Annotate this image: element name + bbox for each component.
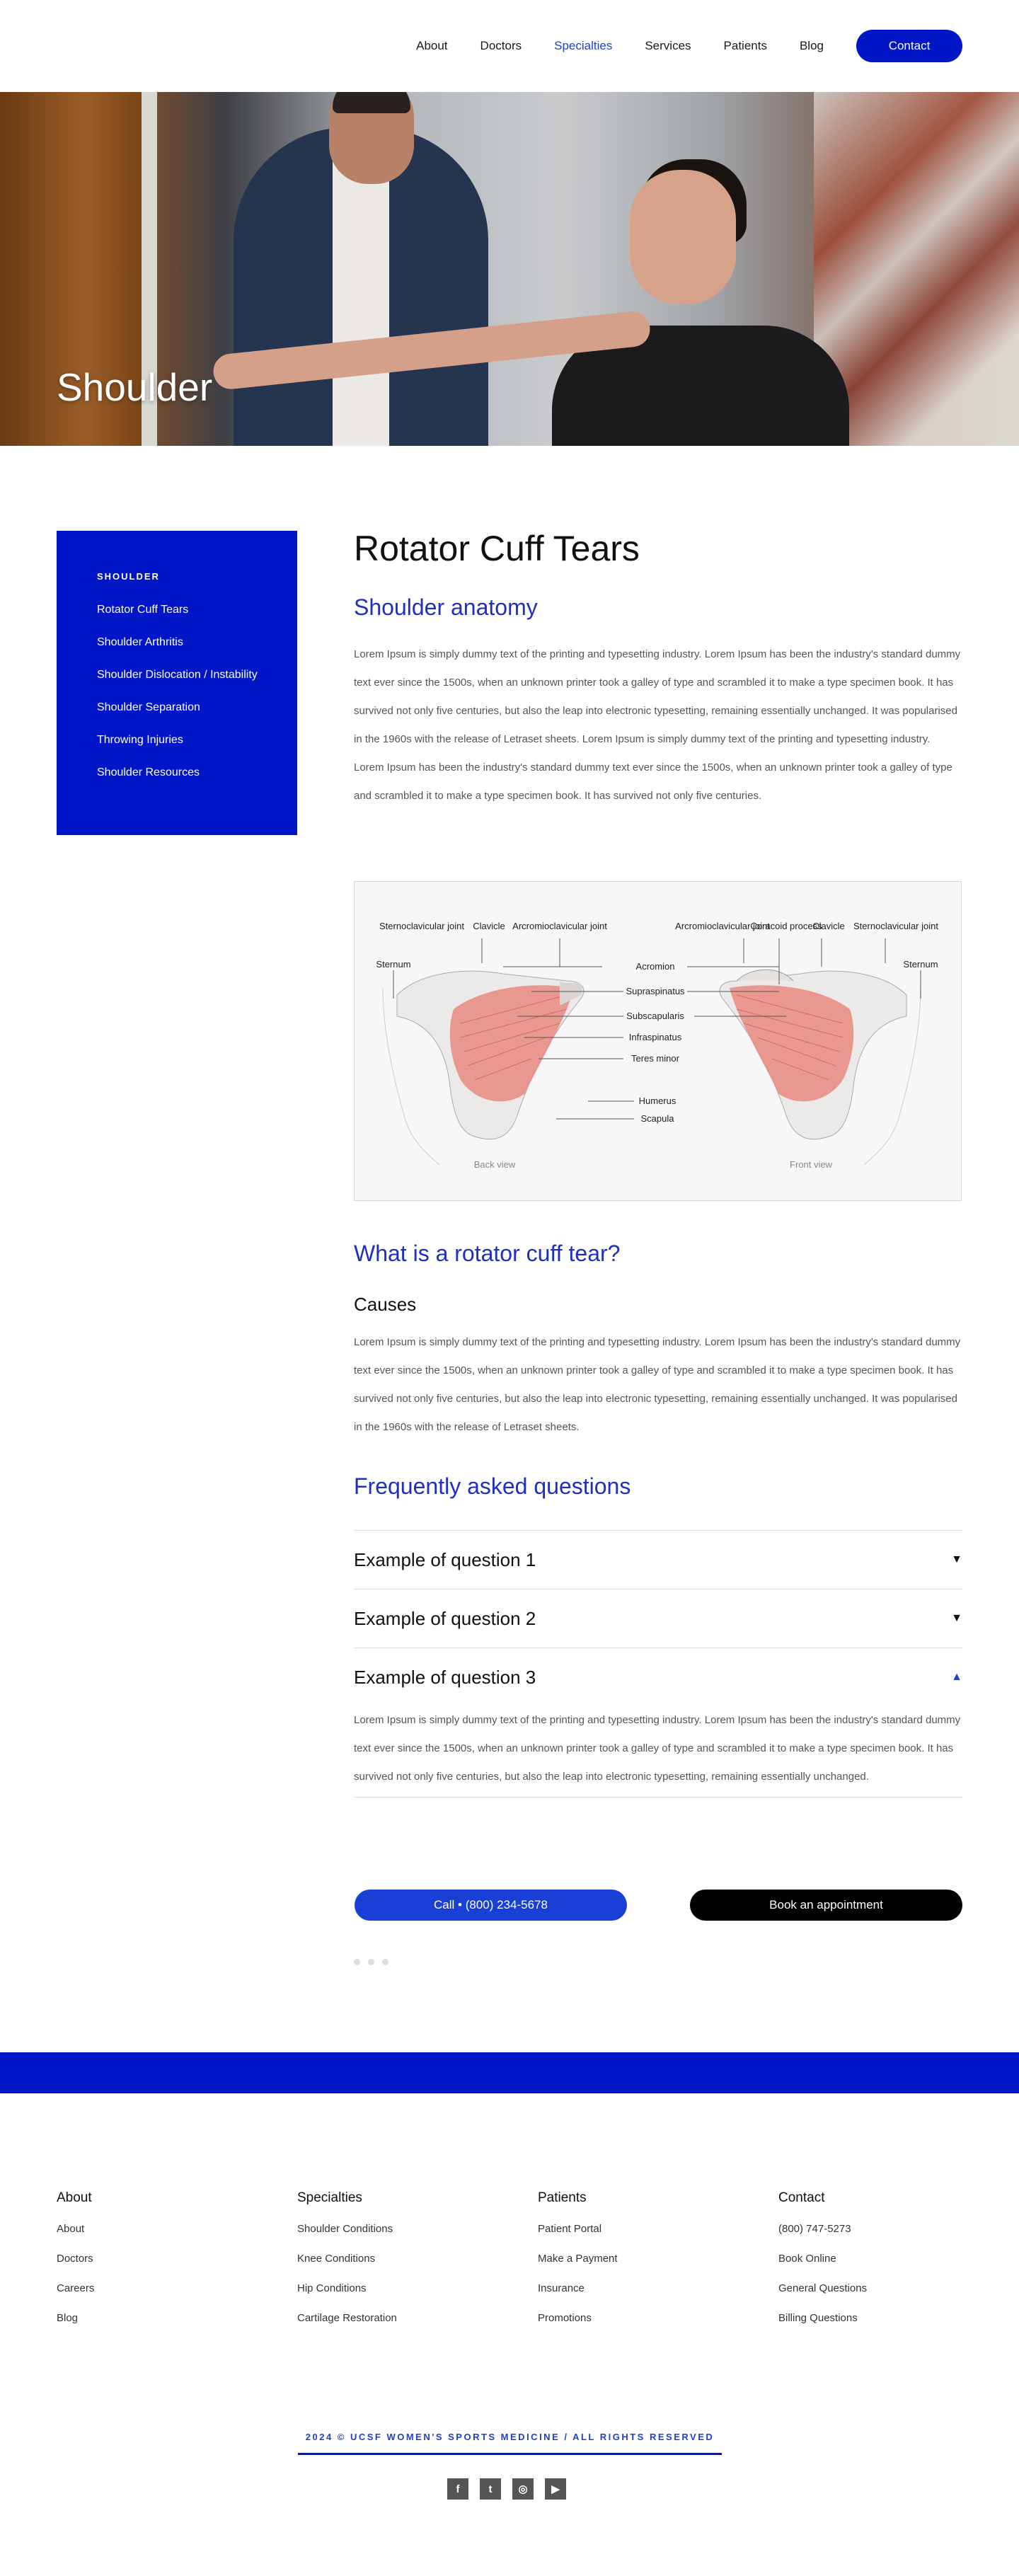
youtube-icon[interactable]: ▶ (545, 2478, 566, 2500)
fig-label-supraspinatus: Supraspinatus (626, 986, 685, 996)
instagram-icon[interactable]: ◎ (512, 2478, 534, 2500)
sidebar-item-rotator-cuff[interactable]: Rotator Cuff Tears (97, 604, 189, 616)
nav-about[interactable]: About (416, 39, 448, 52)
footer-link[interactable]: Knee Conditions (297, 2253, 376, 2265)
main-content (354, 527, 962, 802)
fig-label-clavicle-back: Clavicle (473, 921, 505, 931)
chevron-down-icon[interactable]: ▼ (951, 1553, 962, 1565)
fig-label-ac-joint-back: Arcromioclavicular joint (512, 921, 607, 931)
sidebar-item-separation[interactable]: Shoulder Separation (97, 701, 200, 713)
rotator-cuff-heading: What is a rotator cuff tear? (354, 1241, 621, 1266)
faq-question-2[interactable] (354, 1589, 962, 1648)
sidebar-item-arthritis[interactable]: Shoulder Arthritis (97, 636, 183, 648)
faq-answer-3: Lorem Ipsum is simply dummy text of the printing and typesetting industry. Lorem Ipsum has been the industry's standard dummy text ever since the 1500s, when an unknown printer took a galley of type and scrambled it to make a type specimen book. It has survived not only five centuries, but also the leap into electronic typesetting, remaining essentially unchanged. (354, 1714, 961, 1783)
nav-blog[interactable]: Blog (799, 39, 824, 52)
footer-link[interactable]: Book Online (778, 2253, 836, 2265)
faq-item (354, 1589, 962, 1648)
nav-services[interactable]: Services (645, 39, 691, 52)
fig-label-sternoclavicular-front: Sternoclavicular joint (853, 921, 938, 931)
causes-heading: Causes (354, 1294, 417, 1315)
footer-link[interactable]: Billing Questions (778, 2312, 858, 2324)
fig-label-infraspinatus: Infraspinatus (628, 1032, 682, 1042)
fig-label-sternum-front: Sternum (903, 959, 938, 970)
pagination-dot[interactable] (382, 1959, 388, 1965)
faq-item (354, 1530, 962, 1589)
hero-doctor-hair (333, 92, 410, 113)
nav-links (416, 30, 962, 62)
fig-label-ac-joint-front: Arcromioclavicular joint (675, 921, 770, 931)
chevron-down-icon[interactable]: ▼ (951, 1612, 962, 1624)
faq-question-1[interactable] (354, 1531, 962, 1589)
nav-doctors[interactable]: Doctors (480, 39, 522, 52)
footer-heading: Contact (778, 2190, 825, 2205)
hero-title: Shoulder (57, 365, 213, 409)
fig-label-humerus: Humerus (638, 1096, 677, 1106)
contact-button[interactable]: Contact (856, 30, 962, 62)
sidebar-item-resources[interactable]: Shoulder Resources (97, 766, 200, 778)
fig-label-subscapularis: Subscapularis (626, 1011, 684, 1021)
footer-heading: Patients (538, 2190, 587, 2205)
footer-link[interactable]: Insurance (538, 2282, 585, 2294)
fig-label-scapula: Scapula (640, 1113, 674, 1124)
fig-label-back-view: Back view (473, 1159, 516, 1170)
footer-link[interactable]: Patient Portal (538, 2223, 602, 2235)
anatomy-text: Lorem Ipsum is simply dummy text of the printing and typesetting industry. Lorem Ipsum has been the industry's standard dummy text ever since the 1500s, when an unknown printer took a galley of type and scrambled it to make a type specimen book. It has survived not only five centuries, but also the leap into electronic typesetting, remaining essentially unchanged. It was popularised in the 1960s with the release of Letraset sheets. Lorem Ipsum is simply dummy text of the printing and typesetting industry. Lorem Ipsum has been the industry's standard dummy text ever since the 1500s, when an unknown printer took a galley of type and scrambled it to make a type specimen book. It has survived not only five centuries. (354, 648, 961, 802)
faq-heading: Frequently asked questions (354, 1473, 631, 1499)
pagination-dot[interactable] (368, 1959, 374, 1965)
footer-link[interactable]: About (57, 2223, 85, 2235)
fig-label-sternum-back: Sternum (376, 959, 411, 970)
hero-banner (0, 92, 1019, 446)
footer-link[interactable]: Careers (57, 2282, 95, 2294)
faq-question-text: Example of question 1 (354, 1548, 536, 1570)
faq-divider (354, 1797, 962, 1798)
footer-link[interactable]: Blog (57, 2312, 79, 2324)
pagination-dots (354, 1959, 396, 1965)
sidebar-item-dislocation[interactable]: Shoulder Dislocation / Instability (97, 669, 258, 681)
page-title: Rotator Cuff Tears (354, 529, 640, 568)
chevron-up-icon[interactable]: ▲ (951, 1671, 962, 1683)
footer-link[interactable]: Doctors (57, 2253, 93, 2265)
anatomy-heading: Shoulder anatomy (354, 594, 538, 620)
faq-question-text: Example of question 3 (354, 1666, 536, 1688)
hero-doctor-shirt (333, 156, 389, 446)
faq-list (354, 1530, 962, 1798)
footer-link[interactable]: Hip Conditions (297, 2282, 367, 2294)
nav-specialties[interactable]: Specialties (554, 39, 613, 52)
hero-patient-head (630, 170, 736, 304)
footer-col-about (57, 2190, 269, 2342)
twitter-icon[interactable]: t (480, 2478, 501, 2500)
footer-col-contact (778, 2190, 991, 2342)
sidebar-item-throwing[interactable]: Throwing Injuries (97, 734, 183, 746)
call-button[interactable]: Call • (800) 234-5678 (355, 1890, 627, 1921)
faq-question-text: Example of question 2 (354, 1607, 536, 1629)
faq-item (354, 1648, 962, 1797)
top-nav (0, 0, 1019, 92)
copyright: 2024 © UCSF WOMEN'S SPORTS MEDICINE / ALL RIGHTS RESERVED (298, 2432, 722, 2455)
footer-link[interactable]: Cartilage Restoration (297, 2312, 397, 2324)
facebook-icon[interactable]: f (447, 2478, 468, 2500)
shoulder-anatomy-figure (354, 881, 962, 1201)
fig-label-acromion: Acromion (635, 961, 675, 972)
fig-label-teres-minor: Teres minor (631, 1053, 679, 1064)
faq-question-3[interactable] (354, 1648, 962, 1706)
footer-heading: Specialties (297, 2190, 362, 2205)
fig-label-sternoclavicular-back: Sternoclavicular joint (379, 921, 464, 931)
causes-text: Lorem Ipsum is simply dummy text of the printing and typesetting industry. Lorem Ipsum has been the industry's standard dummy text ever since the 1500s, when an unknown printer took a galley of type and scrambled it to make a type specimen book. It has survived not only five centuries, but also the leap into electronic typesetting, remaining essentially unchanged. It was popularised in the 1960s with the release of Letraset sheets. (354, 1336, 961, 1433)
fig-label-clavicle-front: Clavicle (812, 921, 845, 931)
footer-col-patients (538, 2190, 750, 2342)
fig-label-front-view: Front view (790, 1159, 832, 1170)
footer-link[interactable]: (800) 747-5273 (778, 2223, 851, 2235)
nav-patients[interactable]: Patients (723, 39, 767, 52)
book-appointment-button[interactable]: Book an appointment (690, 1890, 962, 1921)
footer-col-specialties (297, 2190, 510, 2342)
footer-link[interactable]: Make a Payment (538, 2253, 618, 2265)
footer-link[interactable]: General Questions (778, 2282, 868, 2294)
footer-heading: About (57, 2190, 92, 2205)
social-links (447, 2478, 577, 2500)
footer-link[interactable]: Shoulder Conditions (297, 2223, 393, 2235)
fig-label-coracoid: Coracoid process (750, 921, 822, 931)
sidebar-heading: SHOULDER (97, 571, 160, 582)
footer-link[interactable]: Promotions (538, 2312, 592, 2324)
sidebar (57, 531, 297, 835)
pagination-dot[interactable] (354, 1959, 360, 1965)
anatomy-illustration (355, 882, 961, 1200)
blue-band (0, 2052, 1019, 2093)
